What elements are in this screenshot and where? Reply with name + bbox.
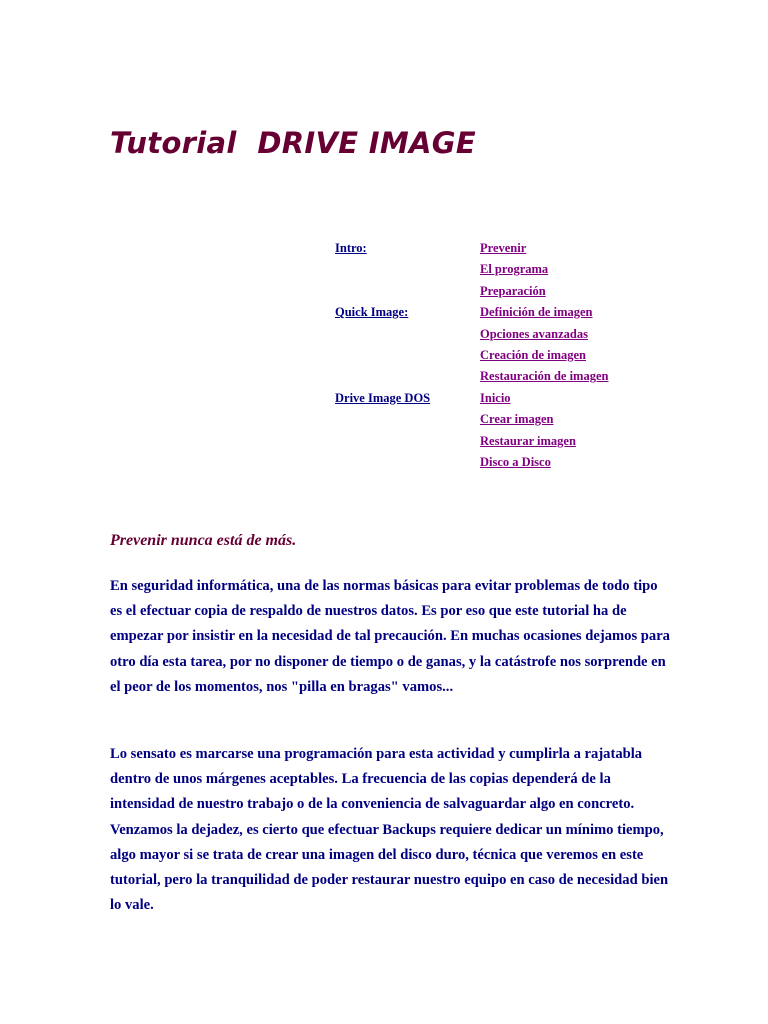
section-subtitle: Prevenir nunca está de más. xyxy=(110,532,297,549)
toc-row xyxy=(335,453,665,474)
toc-row xyxy=(335,346,665,367)
toc-row xyxy=(335,325,665,346)
toc-section-intro[interactable]: Intro: xyxy=(335,241,367,255)
toc-link-prevenir[interactable]: Prevenir xyxy=(480,241,527,255)
toc-row xyxy=(335,260,665,281)
toc-link-opciones-avanzadas[interactable]: Opciones avanzadas xyxy=(480,326,589,341)
toc-link-inicio[interactable]: Inicio xyxy=(480,390,511,405)
toc-link-disco-a-disco[interactable]: Disco a Disco xyxy=(480,454,551,469)
toc-link-creacion-de-imagen[interactable]: Creación de imagen xyxy=(480,347,587,362)
toc-section-drive-image-dos[interactable]: Drive Image DOS xyxy=(335,390,431,405)
toc-section-quick-image[interactable]: Quick Image: xyxy=(335,305,409,320)
toc-row xyxy=(335,239,665,260)
toc-link-el-programa[interactable]: El programa xyxy=(480,262,549,277)
toc-row xyxy=(335,282,665,303)
toc-link-restauracion-de-imagen[interactable]: Restauración de imagen xyxy=(480,369,609,384)
toc-link-definicion-de-imagen[interactable]: Definición de imagen xyxy=(480,305,593,320)
table-of-contents xyxy=(335,239,665,474)
toc-row xyxy=(335,303,665,324)
toc-row xyxy=(335,410,665,431)
toc-link-restaurar-imagen[interactable]: Restaurar imagen xyxy=(480,433,576,448)
paragraph-backup-intro: En seguridad informática, una de las normas básicas para evitar problemas de todo tipo es el efectuar copia de respaldo de nuestros datos. Es por eso que este tutorial ha de empezar por insistir en la necesidad de tal precaución. En muchas ocasiones dejamos para otro día esta tarea, por no disponer de tiempo o de ganas, y la catástrofe nos sorprende en el peor de los momentos, nos "pilla en bragas" vamos... xyxy=(110,578,670,695)
toc-row xyxy=(335,389,665,410)
paragraph-backup-schedule: Lo sensato es marcarse una programación para esta actividad y cumplirla a rajatabla dentro de unos márgenes aceptables. La frecuencia de las copias dependerá de la intensidad de nuestro trabajo o de la conveniencia de salvaguardar algo en concreto. Venzamos la dejadez, es cierto que efectuar Backups requiere dedicar un mínimo tiempo, algo mayor si se trata de crear una imagen del disco duro, técnica que veremos en este tutorial, pero la tranquilidad de poder restaurar nuestro equipo en caso de necesidad bien lo vale. xyxy=(110,746,669,914)
toc-link-crear-imagen[interactable]: Crear imagen xyxy=(480,412,554,427)
toc-row xyxy=(335,367,665,388)
toc-link-preparacion[interactable]: Preparación xyxy=(480,283,546,298)
toc-row xyxy=(335,432,665,453)
page-title: Tutorial DRIVE IMAGE xyxy=(110,126,476,160)
